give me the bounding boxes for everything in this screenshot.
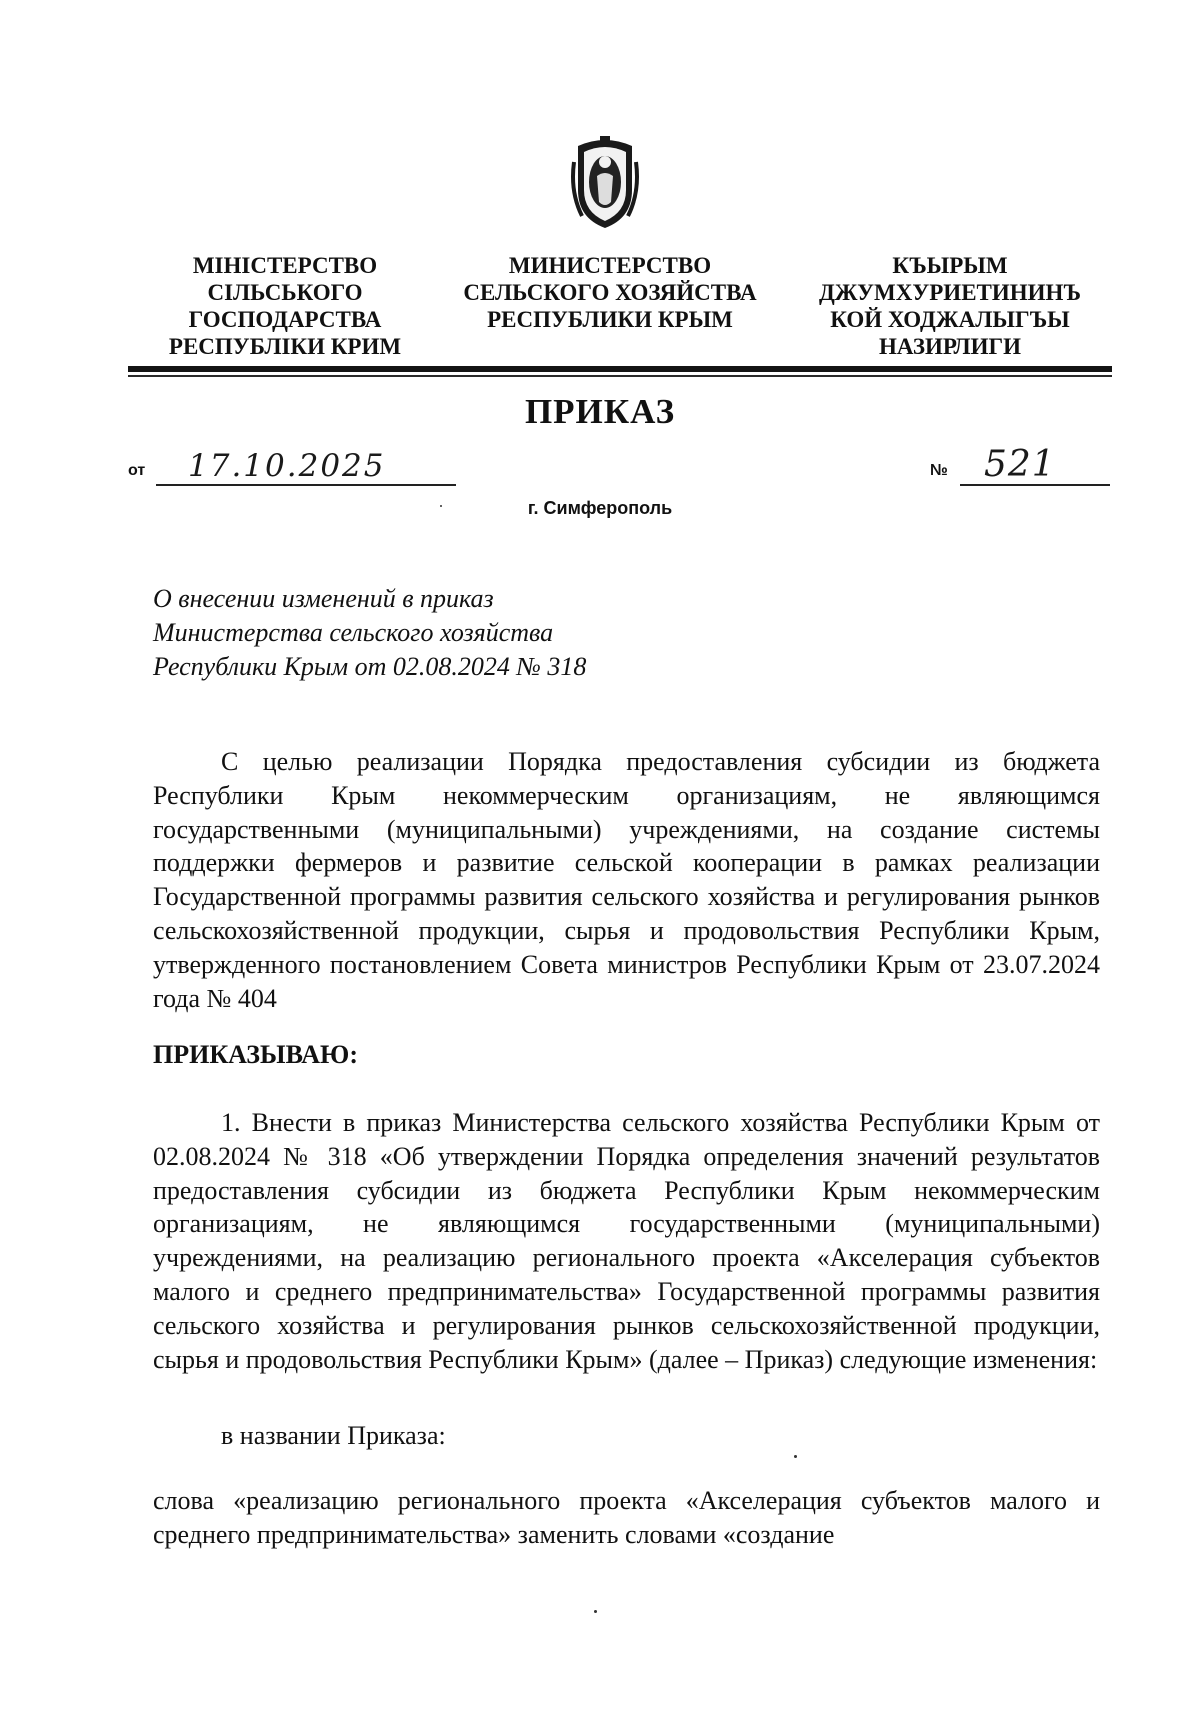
date-field [128,448,458,488]
number-field [920,444,1112,488]
scan-speck [794,1455,797,1458]
number-prefix: № [930,462,948,479]
number-underline [960,484,1110,486]
date-underline [156,484,456,486]
number-handwritten: 521 [984,444,1056,485]
header-divider-thick [128,366,1112,372]
crimea-coat-of-arms-icon [570,132,640,232]
words-replacement-paragraph: слова «реализацию регионального проекта «Акселерация субъектов малого и среднего предпринимательства» заменить словами «создание [153,1486,1100,1549]
title-change-paragraph: в названии Приказа: [221,1421,446,1450]
scan-speck [594,1610,597,1613]
city: г. Симферополь [527,498,673,518]
preamble-paragraph: С целью реализации Порядка предоставления субсидии из бюджета Республики Крым некоммерческим организациям, не являющимся государственными (муниципальными) учреждениями, на создание системы поддержки фермеров и развитие сельской кооперации в рамках реализации Государственной программы развития сельского хозяйства и регулирования рынков сельскохозяйственной продукции, сырья и продовольствия Республики Крым, утвержденного постановлением Совета министров Республики Крым от 23.07.2024 года № 404 [153,747,1100,1013]
header-divider-thin [128,375,1112,377]
date-handwritten: 17.10.2025 [188,448,386,484]
directive-heading: ПРИКАЗЫВАЮ: [153,1040,358,1069]
header-ministry-ukrainian: МІНІСТЕРСТВО СІЛЬСЬКОГО ГОСПОДАРСТВА РЕСПУБЛІКИ КРИМ [168,253,402,359]
header-ministry-crimean-tatar: КЪЫРЫМ ДЖУМХУРИЕТИНИНЪ КОЙ ХОДЖАЛЫГЪЫ НАЗИРЛИГИ [818,253,1082,359]
order-subject: О внесении изменений в приказ Министерства сельского хозяйства Республики Крым от 02.08.2024 № 318 [153,584,587,681]
date-prefix: от [128,462,146,479]
header-ministry-russian: МИНИСТЕРСТВО СЕЛЬСКОГО ХОЗЯЙСТВА РЕСПУБЛИКИ КРЫМ [463,253,757,332]
document-title: ПРИКАЗ [524,392,676,431]
scan-speck [440,505,442,507]
clause-1-paragraph: 1. Внести в приказ Министерства сельского хозяйства Республики Крым от 02.08.2024 № 318 «Об утверждении Порядка определения значений результатов предоставления субсидии из бюджета Республики Крым некоммерческим организациям, не являющимся государственными (муниципальными) учреждениями, на реализацию регионального проекта «Акселерация субъектов малого и среднего предпринимательства» Государственной программы развития сельского хозяйства и регулирования рынков сельскохозяйственной продукции, сырья и продовольствия Республики Крым» (далее – Приказ) следующие изменения: [153,1108,1100,1374]
